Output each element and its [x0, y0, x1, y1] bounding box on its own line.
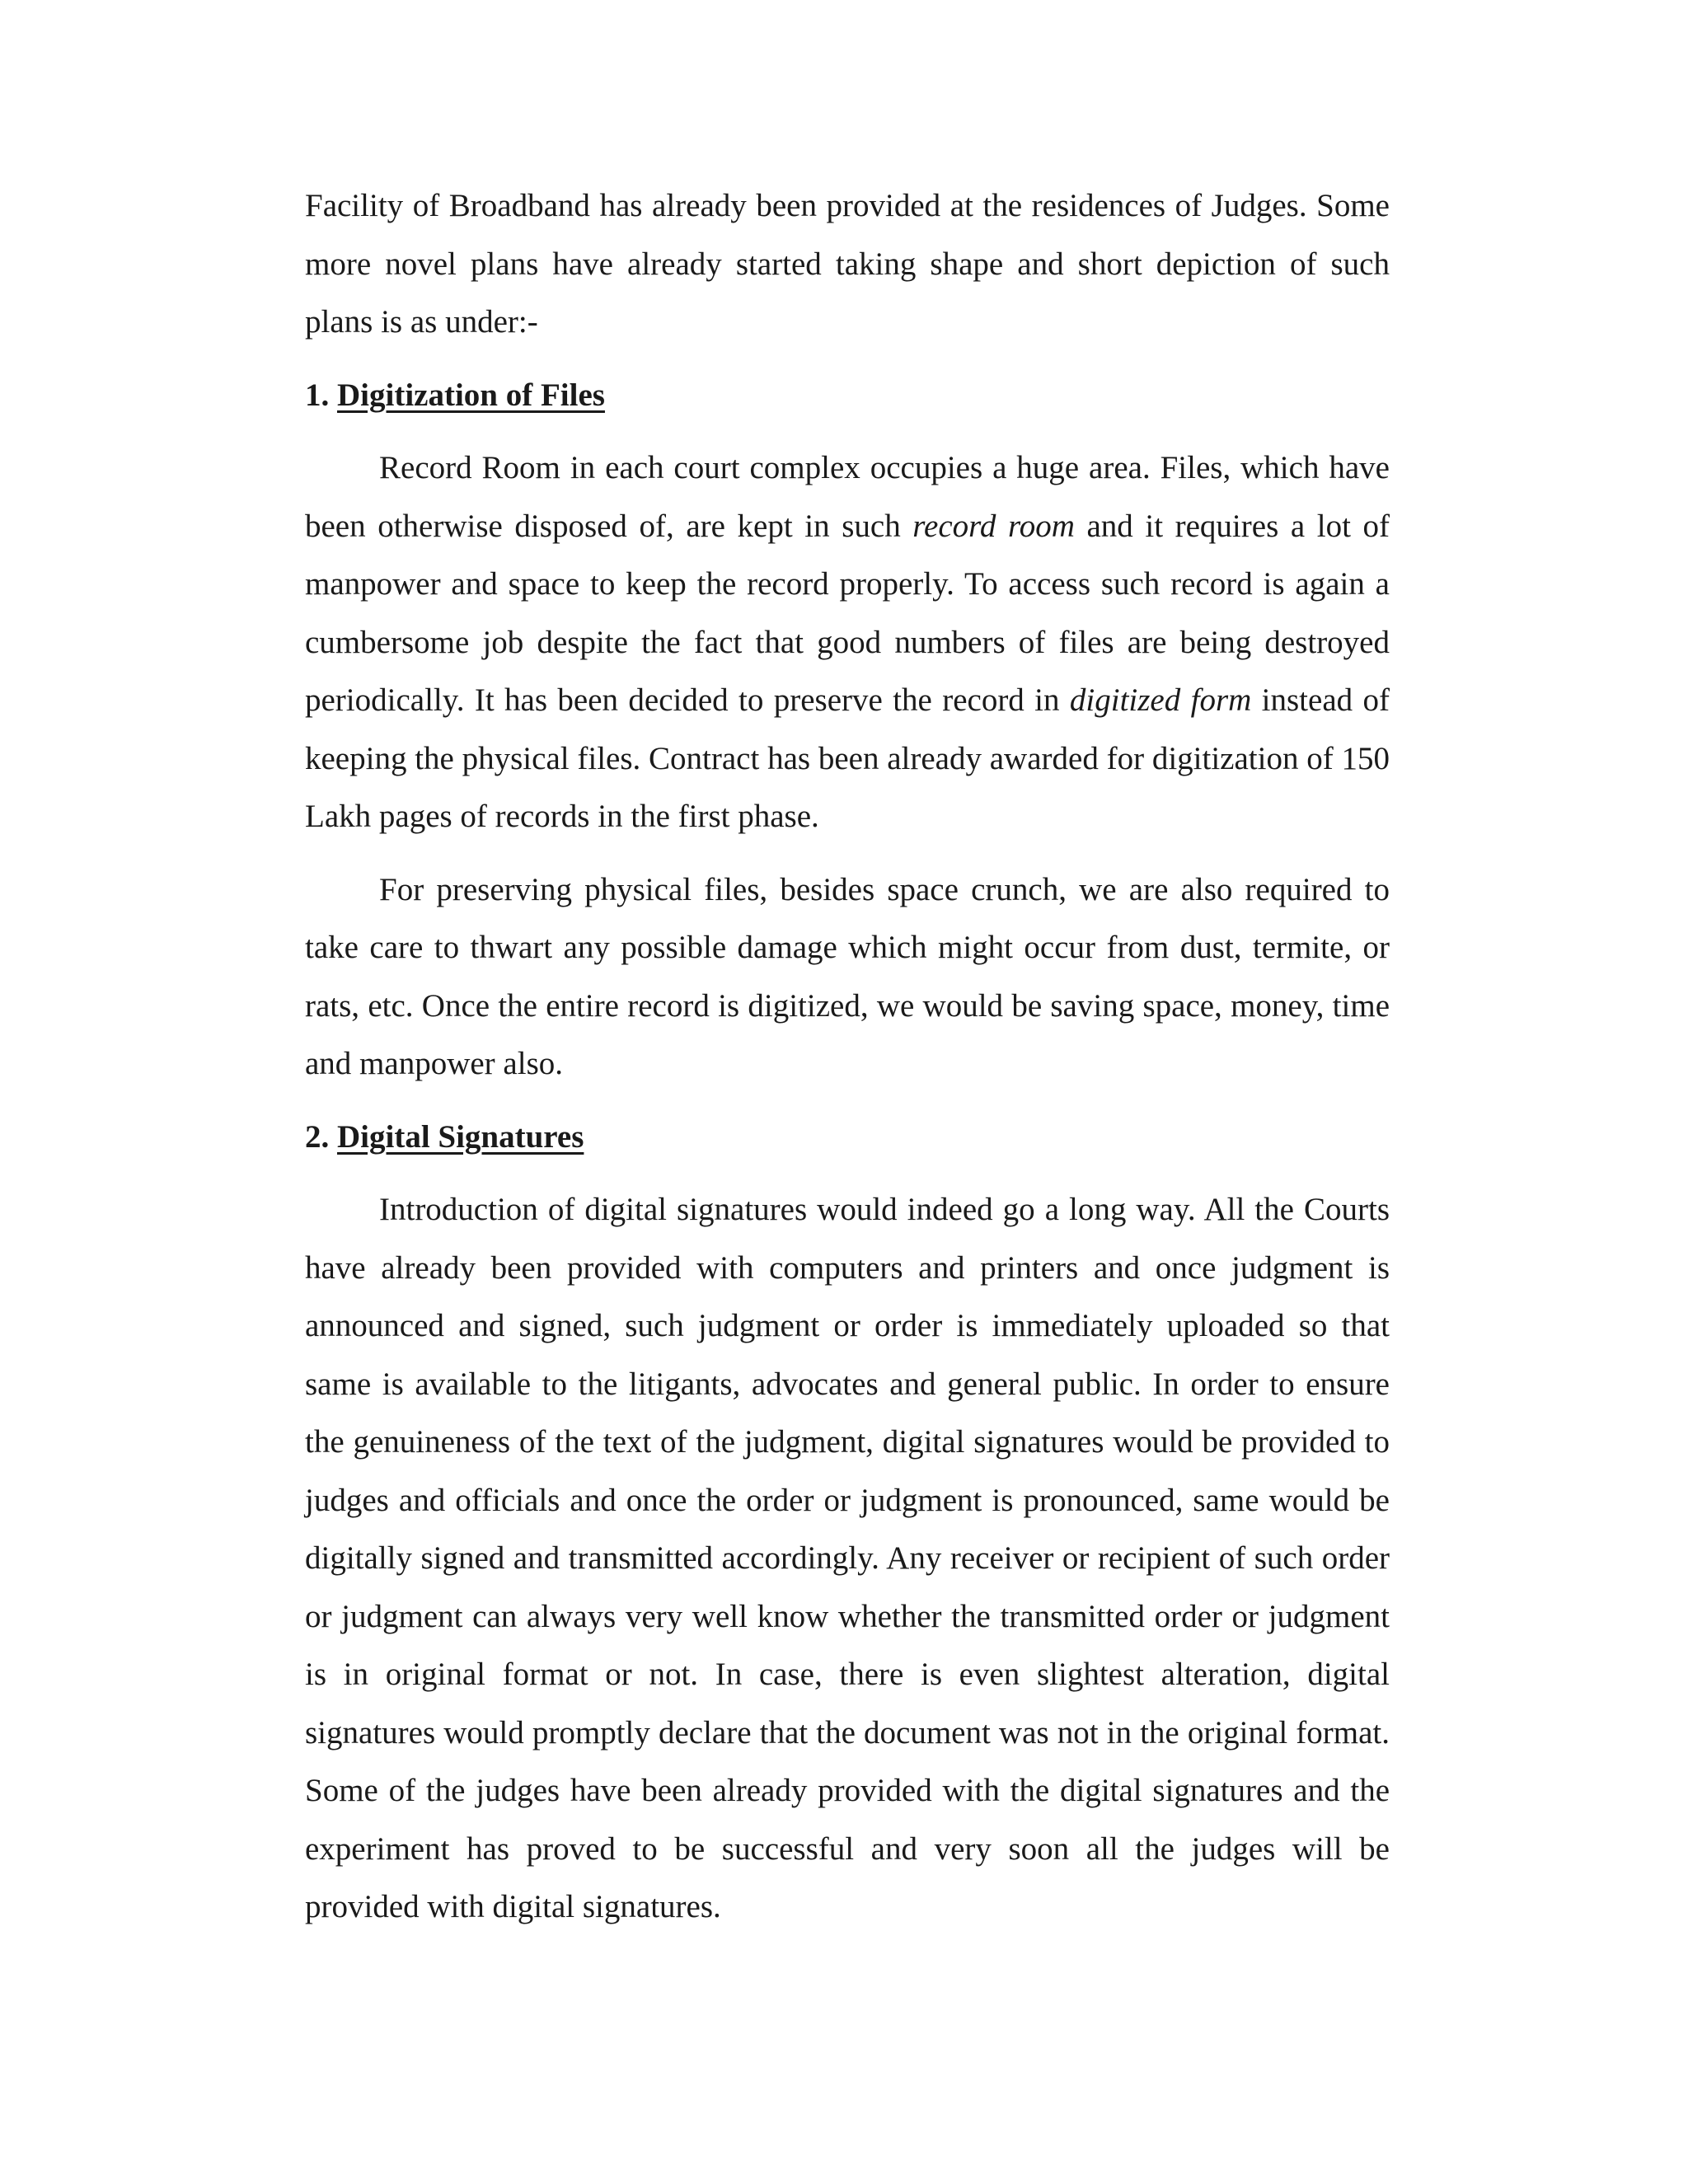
signatures-paragraph-1: Introduction of digital signatures would indeed go a long way. All the Courts have already been provided with computers and printers and once judgment is announced and signed, such judgment or order is immediately uploaded so that same is available to the litigants, advocates and general public. In order to ensure the genuineness of the text of the judgment, digital signatures would be provided to judges and officials and once the order or judgment is pronounced, same would be digitally signed and transmitted accordingly. Any receiver or recipient of such order or judgment can always very well know whether the transmitted order or judgment is in original format or not. In case, there is even slightest alteration, digital signatures would promptly declare that the document was not in the original format. Some of the judges have been already provided with the digital signatures and the experiment has proved to be successful and very soon all the judges will be provided with digital signatures.	[305, 1192, 1390, 1924]
section-number: 2.	[305, 1118, 337, 1155]
section-number: 1.	[305, 377, 337, 413]
digitization-paragraph-1	[305, 439, 1390, 846]
digitization-paragraph-2: For preserving physical files, besides space crunch, we are also required to take care to thwart any possible damage which might occur from dust, termite, or rats, etc. Once the entire record is digitized, we would be saving space, money, time and manpower also.	[305, 871, 1390, 1081]
section-title: Digital Signatures	[337, 1118, 584, 1155]
section-title: Digitization of Files	[337, 377, 605, 413]
italic-text: digitized form	[1069, 682, 1252, 718]
text-run: Record Room in each court complex occupies a huge area. Files, which have been otherwise disposed of, are kept in such	[305, 450, 1390, 544]
intro-paragraph: Facility of Broadband has already been provided at the residences of Judges. Some more novel plans have already started taking shape and short depiction of such plans is as under:-	[305, 188, 1390, 340]
section-heading-signatures	[305, 1108, 1390, 1167]
document-page	[305, 177, 1390, 1952]
text-run: and it requires a lot of manpower and space to keep the record properly. To access such record is again a cumbersome job despite the fact that good numbers of files are being destroyed periodically. It has been decided to preserve the record in	[305, 508, 1390, 718]
section-heading-digitization	[305, 367, 1390, 425]
text-run: instead of keeping the physical files. Contract has been already awarded for digitization of 150 Lakh pages of records in the first phase.	[305, 682, 1390, 834]
italic-text: record room	[912, 508, 1075, 544]
